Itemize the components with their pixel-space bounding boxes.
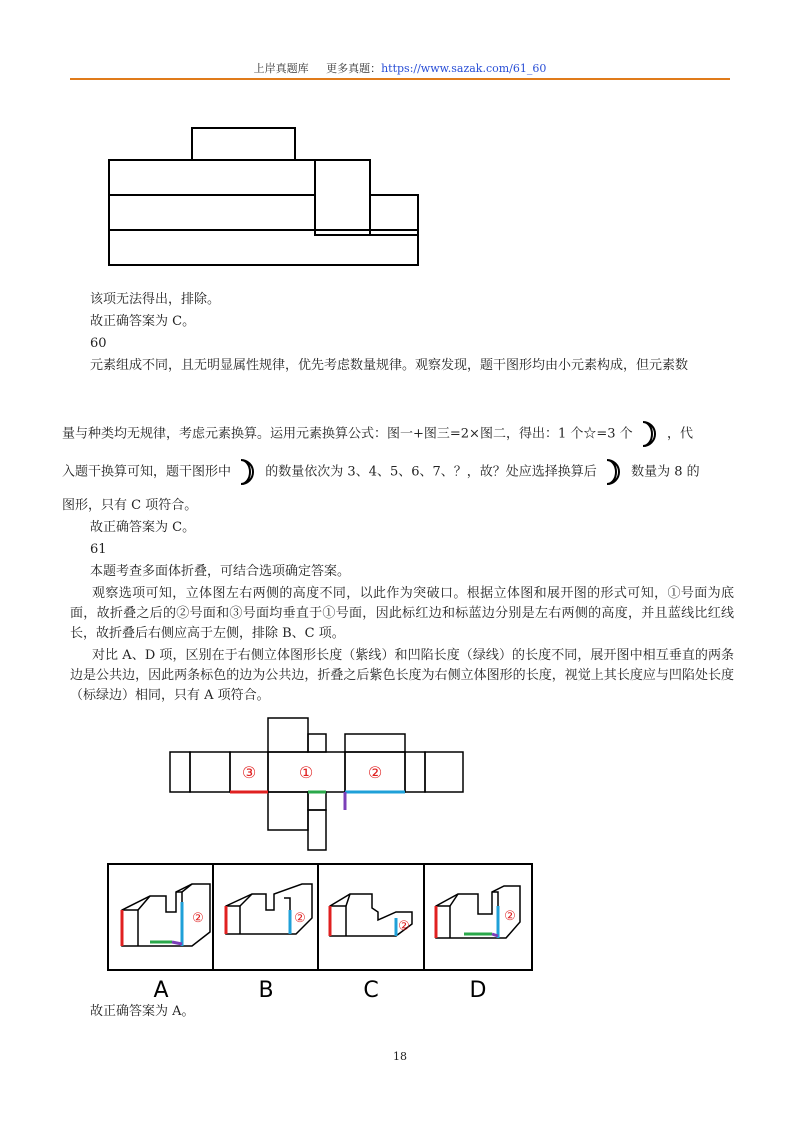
header-url-link[interactable]: https://www.sazak.com/61_60 [381,62,547,75]
page-number: 18 [393,1050,407,1063]
question-number-60: 60 [90,336,107,351]
para-60-line2-tail: ，代 [666,426,693,442]
header-divider [70,78,730,80]
page-header [70,60,730,76]
option-label-c: C [363,978,379,1002]
net-face-1-label: ① [298,763,314,782]
para-61-intro: 本题考查多面体折叠，可结合选项确定答案。 [90,564,351,579]
moon-icon [601,458,627,486]
para-answer-a: 故正确答案为 A。 [90,1004,195,1019]
option-label-d: D [469,978,487,1002]
option-label-b: B [258,978,274,1002]
para-61-compare: 对比 A、D 项，区别在于右侧立体图形长度（紫线）和凹陷长度（绿线）的长度不同，展开图中相互垂直的两条边是公共边，因此两条标色的边为公共边，折叠之后紫色长度为右侧立体图形的长度，视觉上其长度应与凹陷处长度（标绿边）相同，只有 A 项符合。 [70,648,734,703]
figure-stacked-rectangles [100,120,430,270]
para-answer-c-1: 故正确答案为 C。 [90,314,196,329]
option-c-face-label: ② [398,919,410,934]
para-answer-c-2: 故正确答案为 C。 [90,520,196,535]
para-60-line2-text: 量与种类均无规律，考虑元素换算。运用元素换算公式：图一+图三=2×图二，得出：1 个☆=3 个 [62,426,633,442]
net-face-3-label: ③ [241,763,257,782]
figure-options [106,862,534,1002]
figure-unfolded-net [160,716,470,856]
para-61-analysis: 观察选项可知，立体图左右两侧的高度不同，以此作为突破口。根据立体图和展开图的形式可知，①号面为底面，故折叠之后的②号面和③号面均垂直于①号面，因此标红边和标蓝边分别是左右两侧的高度，并且蓝线比红线长，故折叠后右侧应高于左侧，排除 B、C 项。 [70,586,734,641]
option-b-shape [226,884,312,934]
para-60-line3-c: 数量为 8 的 [631,464,700,480]
option-b-face-label: ② [294,911,306,926]
net-face-2-label: ② [367,763,383,782]
para-60-line4: 图形，只有 C 项符合。 [62,498,198,513]
para-60-line1: 元素组成不同，且无明显属性规律，优先考虑数量规律。观察发现，题干图形均由小元素构成，但元素数 [90,358,689,373]
option-d-face-label: ② [504,909,516,924]
question-number-61: 61 [90,542,107,557]
para-60-line3-b: 的数量依次为 3、4、5、6、7、？，故？处应选择换算后 [265,464,597,480]
para-exclude: 该项无法得出，排除。 [90,292,221,307]
para-60-line2 [62,420,693,448]
moon-icon [235,458,261,486]
para-60-line3 [62,458,700,486]
option-a-face-label: ② [192,911,204,926]
para-60-line3-a: 入题干换算可知，题干图形中 [62,464,232,480]
option-label-a: A [153,978,169,1002]
header-brand: 上岸真题库 [253,62,309,75]
moon-icon [637,420,663,448]
header-more-label: 更多真题： [326,62,382,75]
